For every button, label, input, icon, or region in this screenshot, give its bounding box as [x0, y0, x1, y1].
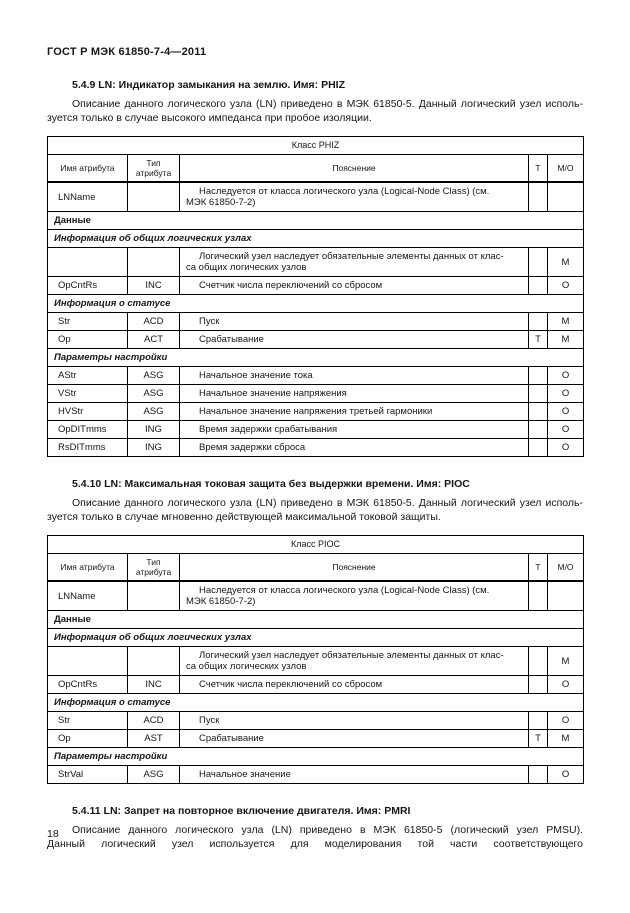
table-header-row: [48, 554, 584, 582]
table-row: [48, 694, 584, 712]
cell-desc: Время задержки сброса: [180, 439, 529, 457]
cell-mo: О: [548, 421, 584, 439]
section-heading: 5.4.9 LN: Индикатор замыкания на землю. Имя: PHIZ: [72, 79, 346, 91]
cell-name: Op: [48, 730, 128, 748]
col-header-t: Т: [529, 155, 548, 183]
cell-mo: М: [548, 331, 584, 349]
cell-name: OpCntRs: [48, 676, 128, 694]
cell-name: OpDITmms: [48, 421, 128, 439]
table-section-row: Данные: [48, 611, 584, 629]
table-row: [48, 367, 584, 385]
cell-t: Т: [529, 730, 548, 748]
cell-desc: Начальное значение: [180, 766, 529, 784]
table-row: [48, 748, 584, 766]
cell-t: [529, 277, 548, 295]
cell-mo: О: [548, 367, 584, 385]
cell-mo: О: [548, 676, 584, 694]
cell-t: [529, 403, 548, 421]
cell-t: [529, 581, 548, 611]
cell-name: LNName: [48, 182, 128, 212]
cell-name: VStr: [48, 385, 128, 403]
table-row: [48, 439, 584, 457]
table-section-row: Информация об общих логических узлах: [48, 230, 584, 248]
table-row: [48, 277, 584, 295]
table-row: [48, 403, 584, 421]
table-section-row: Информация о статусе: [48, 295, 584, 313]
col-header-mo: М/О: [548, 554, 584, 582]
cell-desc: Начальное значение напряжения третьей гармоники: [180, 403, 529, 421]
document-section: [47, 805, 583, 851]
section-heading: 5.4.11 LN: Запрет на повторное включение двигателя. Имя: PMRI: [72, 805, 411, 817]
cell-desc: Срабатывание: [180, 331, 529, 349]
cell-type: INC: [128, 277, 180, 295]
cell-name: StrVal: [48, 766, 128, 784]
table-row: [48, 248, 584, 277]
cell-t: [529, 676, 548, 694]
cell-mo: О: [548, 712, 584, 730]
cell-t: [529, 367, 548, 385]
col-header-explanation: Пояснение: [180, 554, 529, 582]
paragraph-line: зуется только в случае высокого импеданса при пробое изоляции.: [47, 111, 372, 124]
cell-mo: [548, 581, 584, 611]
cell-type: [128, 248, 180, 277]
table-row: [48, 629, 584, 647]
document-body: [47, 79, 583, 851]
cell-desc: Счетчик числа переключений со сбросом: [180, 676, 529, 694]
cell-type: [128, 581, 180, 611]
paragraph: [47, 497, 583, 524]
cell-mo: О: [548, 403, 584, 421]
cell-name: HVStr: [48, 403, 128, 421]
table-title-row: [48, 536, 584, 554]
cell-desc: Счетчик числа переключений со сбросом: [180, 277, 529, 295]
cell-type: ING: [128, 439, 180, 457]
document-section: [47, 478, 583, 784]
cell-type: AST: [128, 730, 180, 748]
cell-type: ACD: [128, 712, 180, 730]
col-header-attr-name: Имя атрибута: [48, 155, 128, 183]
cell-type: ASG: [128, 766, 180, 784]
table-row: [48, 421, 584, 439]
cell-name: [48, 647, 128, 676]
cell-type: ACD: [128, 313, 180, 331]
cell-mo: О: [548, 277, 584, 295]
table-row: [48, 730, 584, 748]
cell-name: LNName: [48, 581, 128, 611]
table-header-row: [48, 155, 584, 183]
table-section-row: Информация о статусе: [48, 694, 584, 712]
cell-mo: М: [548, 248, 584, 277]
cell-type: [128, 647, 180, 676]
cell-desc: Логический узел наследует обязательные элементы данных от клас- са общих логических узлов: [180, 248, 529, 277]
paragraph-line: Данный логический узел используется для моделирования той части соответствующего: [47, 837, 583, 850]
cell-desc: Срабатывание: [180, 730, 529, 748]
col-header-mo: М/О: [548, 155, 584, 183]
cell-type: ASG: [128, 403, 180, 421]
cell-name: OpCntRs: [48, 277, 128, 295]
cell-t: [529, 385, 548, 403]
table-row: [48, 676, 584, 694]
cell-desc: Пуск: [180, 712, 529, 730]
cell-name: Str: [48, 313, 128, 331]
cell-name: [48, 248, 128, 277]
paragraph-line: зуется только в случае мгновенно действующей максимальной токовой защиты.: [47, 510, 441, 523]
table-row: [48, 766, 584, 784]
table-section-row: Параметры настройки: [48, 748, 584, 766]
table-row: [48, 385, 584, 403]
table-row: [48, 182, 584, 212]
document-section: [47, 79, 583, 457]
cell-mo: М: [548, 647, 584, 676]
cell-name: AStr: [48, 367, 128, 385]
cell-type: ING: [128, 421, 180, 439]
table-row: [48, 581, 584, 611]
cell-type: ACT: [128, 331, 180, 349]
cell-t: [529, 439, 548, 457]
table-row: [48, 647, 584, 676]
cell-t: Т: [529, 331, 548, 349]
col-header-explanation: Пояснение: [180, 155, 529, 183]
col-header-attr-type: Тип атрибута: [128, 155, 180, 183]
table-title-row: [48, 137, 584, 155]
cell-desc: Наследуется от класса логического узла (Logical-Node Class) (см. МЭК 61850-7-2): [180, 581, 529, 611]
cell-t: [529, 712, 548, 730]
page-number: 18: [47, 828, 59, 840]
section-heading: 5.4.10 LN: Максимальная токовая защита без выдержки времени. Имя: PIOC: [72, 478, 470, 490]
table-row: [48, 313, 584, 331]
cell-type: INC: [128, 676, 180, 694]
table-section-row: Информация об общих логических узлах: [48, 629, 584, 647]
cell-mo: [548, 182, 584, 212]
table-title: Класс PHIZ: [48, 137, 584, 155]
table-row: [48, 212, 584, 230]
cell-t: [529, 766, 548, 784]
cell-mo: О: [548, 439, 584, 457]
table-row: [48, 611, 584, 629]
doc-header: ГОСТ Р МЭК 61850-7-4—2011: [47, 46, 207, 58]
cell-type: [128, 182, 180, 212]
table-row: [48, 295, 584, 313]
cell-desc: Пуск: [180, 313, 529, 331]
ln-class-table: [47, 535, 584, 784]
cell-type: ASG: [128, 367, 180, 385]
cell-desc: Время задержки срабатывания: [180, 421, 529, 439]
cell-desc: Логический узел наследует обязательные элементы данных от клас- са общих логических узлов: [180, 647, 529, 676]
cell-desc: Наследуется от класса логического узла (Logical-Node Class) (см. МЭК 61850-7-2): [180, 182, 529, 212]
cell-mo: М: [548, 313, 584, 331]
cell-t: [529, 421, 548, 439]
cell-t: [529, 647, 548, 676]
ln-class-table: [47, 136, 584, 457]
cell-mo: О: [548, 766, 584, 784]
table-row: [48, 349, 584, 367]
cell-type: ASG: [128, 385, 180, 403]
cell-mo: О: [548, 385, 584, 403]
cell-desc: Начальное значение тока: [180, 367, 529, 385]
paragraph-line: Описание данного логического узла (LN) приведено в МЭК 61850-5. Данный логический узел исполь-: [72, 98, 583, 110]
cell-desc: Начальное значение напряжения: [180, 385, 529, 403]
table-title: Класс PIOC: [48, 536, 584, 554]
cell-name: Str: [48, 712, 128, 730]
col-header-attr-type: Тип атрибута: [128, 554, 180, 582]
col-header-t: Т: [529, 554, 548, 582]
table-row: [48, 230, 584, 248]
table-row: [48, 712, 584, 730]
paragraph-line: Описание данного логического узла (LN) приведено в МЭК 61850-5. Данный логический узел исполь-: [72, 497, 583, 509]
paragraph: [47, 824, 583, 851]
cell-t: [529, 182, 548, 212]
table-section-row: Данные: [48, 212, 584, 230]
paragraph-line: Описание данного логического узла (LN) приведено в МЭК 61850-5 (логический узел PMSU).: [72, 824, 583, 836]
cell-t: [529, 313, 548, 331]
table-section-row: Параметры настройки: [48, 349, 584, 367]
table-row: [48, 331, 584, 349]
cell-mo: М: [548, 730, 584, 748]
col-header-attr-name: Имя атрибута: [48, 554, 128, 582]
cell-name: Op: [48, 331, 128, 349]
paragraph: [47, 98, 583, 125]
cell-name: RsDITmms: [48, 439, 128, 457]
cell-t: [529, 248, 548, 277]
